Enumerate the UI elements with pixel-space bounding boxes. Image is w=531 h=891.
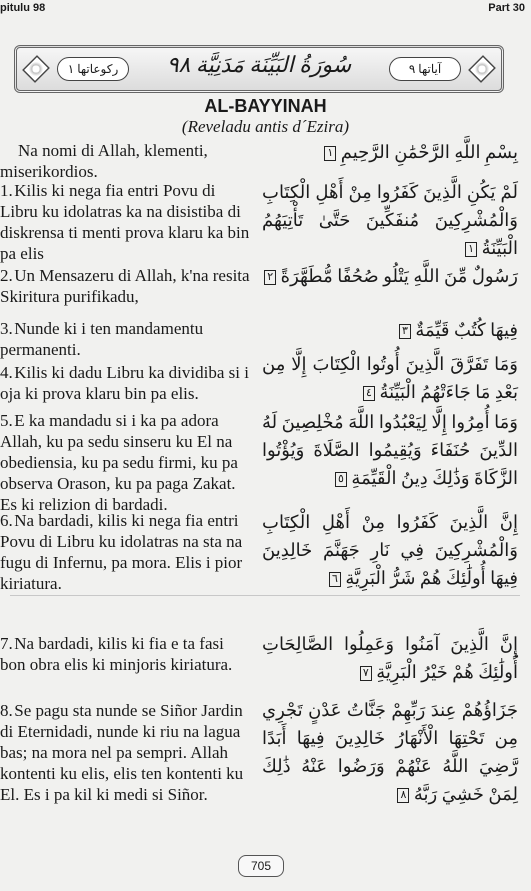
arabic-verse: وَمَا أُمِرُوا إِلَّا لِيَعْبُدُوا اللَّهَ مُخْلِصِينَ لَهُ الدِّينَ حُنَفَاءَ وَيُقِيمُوا الصَّلَاةَ وَيُؤْتُوا الزَّكَاةَ وَذَٰلِكَ دِينُ الْقَيِّمَةِ ٥	[262, 412, 518, 488]
translation-paragraph: 7. Na bardadi, kilis ki fia e ta fasi bon obra elis ki minjoris kiriatura.	[0, 634, 233, 674]
translation-paragraph: 2. Un Mensazeru di Allah, k'na resita Skiritura purifikadu,	[0, 266, 250, 306]
part-header: Part 30	[488, 2, 525, 14]
arabic-verse: رَسُولٌ مِّنَ اللَّهِ يَتْلُو صُحُفًا مُّطَهَّرَةً ٢	[262, 262, 518, 290]
arabic-verse: لَمْ يَكُنِ الَّذِينَ كَفَرُوا مِنْ أَهْلِ الْكِتَابِ وَالْمُشْرِكِينَ مُنفَكِّينَ حَتَّىٰ تَأْتِيَهُمُ الْبَيِّنَةُ ١	[262, 182, 518, 258]
chapter-header: pitulu 98	[0, 2, 46, 14]
translation-paragraph: 5. E ka mandadu si i ka pa adora Allah, ku pa sedu sinseru ku El na obediensia, ku pa sedu firmi, ku pa observa Orason, ku pa paga Zakat. Es ki relizion di bardadi.	[0, 411, 238, 514]
translation-paragraph: 3. Nunde ki i ten mandamentu permanenti.	[0, 319, 204, 359]
arabic-verse: وَمَا تَفَرَّقَ الَّذِينَ أُوتُوا الْكِتَابَ إِلَّا مِن بَعْدِ مَا جَاءَتْهُمُ الْبَيِّنَةُ ٤	[262, 354, 518, 402]
arabic-verse: إِنَّ الَّذِينَ آمَنُوا وَعَمِلُوا الصَّالِحَاتِ أُولَٰئِكَ هُمْ خَيْرُ الْبَرِيَّةِ ٧	[262, 634, 518, 682]
page-number: 705	[238, 855, 284, 877]
translation-paragraph: 4. Kilis ki dadu Libru ka dividiba si i oja ki prova klaru bin pa elis.	[0, 363, 249, 403]
translation-paragraph: 8. Se pagu sta nunde se Siñor Jardin di Eternidadi, nunde ki riu na lagua bas; na mora nel pa sempri. Allah kontenti ku elis, elis ten kontenti ku El. Es i pa kil ki medi si Siñor.	[0, 701, 244, 804]
surah-title-arabic: سُورَةُ البَيِّنَة مَدَنِيَّة ٩٨	[166, 52, 352, 77]
ornament-left-icon	[22, 55, 50, 83]
translation-paragraph: 6. Na bardadi, kilis ki nega fia entri Povu di Libru ku idolatras na sta na fugu di Infernu, pa mora. Elis i pior kiriatura.	[0, 511, 243, 593]
section-divider	[10, 595, 520, 596]
surah-banner	[14, 45, 504, 93]
cartouche-left: ركوعاتها ١	[57, 57, 129, 81]
arabic-verse: جَزَاؤُهُمْ عِندَ رَبِّهِمْ جَنَّاتُ عَدْنٍ تَجْرِي مِن تَحْتِهَا الْأَنْهَارُ خَالِدِينَ فِيهَا أَبَدًا رَّضِيَ اللَّهُ عَنْهُمْ وَرَضُوا عَنْهُ ذَٰلِكَ لِمَنْ خَشِيَ رَبَّهُ ٨	[262, 700, 518, 804]
translation-paragraph: Na nomi di Allah, klementi, miserikordios.	[0, 141, 208, 181]
ornament-right-icon	[468, 55, 496, 83]
arabic-verse: إِنَّ الَّذِينَ كَفَرُوا مِنْ أَهْلِ الْكِتَابِ وَالْمُشْرِكِينَ فِي نَارِ جَهَنَّمَ خَالِدِينَ فِيهَا أُولَٰئِكَ هُمْ شَرُّ الْبَرِيَّةِ ٦	[262, 512, 518, 588]
surah-title: AL-BAYYINAH	[204, 96, 327, 116]
surah-subtitle: (Reveladu antis d´Ezira)	[181, 117, 350, 136]
arabic-verse: فِيهَا كُتُبٌ قَيِّمَةٌ ٣	[262, 316, 518, 344]
cartouche-right: آياتها ٩	[389, 57, 461, 81]
arabic-verse: بِسْمِ اللَّهِ الرَّحْمَٰنِ الرَّحِيمِ ١	[262, 138, 518, 166]
translation-paragraph: 1. Kilis ki nega fia entri Povu di Libru ku idolatras ka na disistiba di diskrensa ti menti prova klaru ka bin pa elis	[0, 181, 250, 263]
